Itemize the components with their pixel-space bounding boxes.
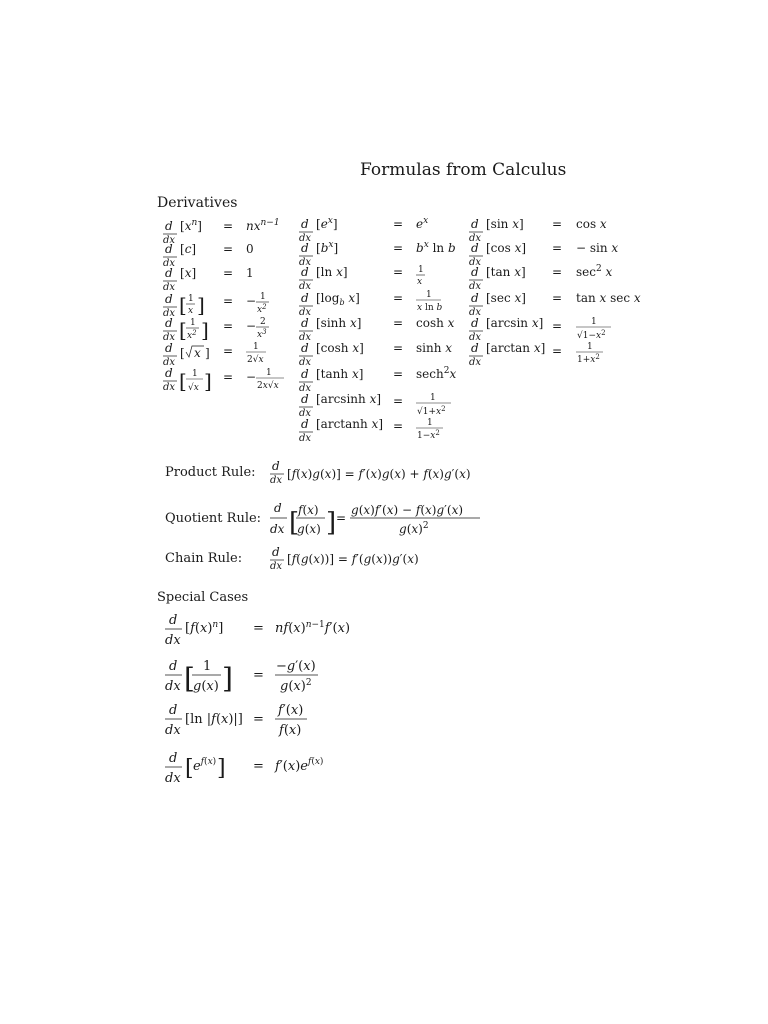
svg-text:[: [: [179, 293, 187, 317]
derivative-log-b: [299, 290, 442, 318]
svg-text:=: =: [393, 265, 404, 279]
svg-text:dx: dx: [163, 308, 176, 319]
svg-text:d: d: [301, 316, 309, 330]
svg-text:x2: $x^2$: [187, 329, 197, 341]
svg-text:=: =: [223, 370, 234, 384]
svg-text:2√x: 2√x: [247, 355, 264, 365]
derivative-tanh: [299, 366, 456, 394]
svg-text:x: x: [188, 306, 194, 316]
svg-text:[: [: [185, 756, 194, 781]
svg-text:[tanh x]: [tanh x]: [316, 367, 364, 381]
svg-text:=: =: [223, 344, 234, 358]
product-rule-label: Product Rule:: [165, 465, 256, 480]
svg-text:1+x2: $1+x^2$: [577, 353, 600, 365]
svg-text:−: −: [246, 370, 257, 384]
derivative-arctanh: [299, 417, 443, 444]
svg-text:[cosh x]: [cosh x]: [316, 341, 364, 355]
svg-text:=: =: [552, 217, 563, 231]
svg-text:=: =: [253, 712, 264, 727]
svg-text:d: d: [272, 545, 280, 559]
svg-text:x3: $x^3$: [257, 328, 267, 340]
derivative-sin: [469, 217, 607, 244]
derivative-tan: [469, 264, 613, 292]
svg-text:=: =: [552, 344, 563, 358]
svg-text:dx: dx: [165, 723, 181, 738]
svg-text:dx: dx: [299, 281, 312, 292]
svg-text:dx: dx: [299, 357, 312, 368]
svg-text:1: 1: [253, 342, 259, 352]
svg-text:−: −: [246, 294, 257, 308]
derivative-reciprocal-x-squared: [163, 316, 269, 343]
svg-text:[f(g(x))] = f′(g(x))g′(x): [f(g(x))] = f′(g(x))g′(x): [287, 552, 419, 566]
derivative-sinh: [299, 316, 455, 343]
svg-text:g(x)2: $g(x)^2$: [280, 678, 312, 694]
svg-text:=: =: [552, 241, 563, 255]
svg-text:=: =: [223, 319, 234, 333]
svg-text:tan x sec x: tan x sec x: [576, 291, 641, 305]
quotient-rule-formula: [270, 501, 480, 538]
derivative-constant: [163, 242, 254, 269]
svg-text:=: =: [393, 291, 404, 305]
svg-text:f′(x): f′(x): [278, 703, 304, 718]
svg-text:d: d: [301, 291, 309, 305]
svg-text:[: [: [184, 662, 195, 695]
svg-text:[cos x]: [cos x]: [486, 241, 527, 255]
svg-text:]: ]: [201, 318, 209, 342]
svg-text:=: =: [253, 668, 264, 683]
svg-text:]: ]: [222, 662, 233, 695]
svg-text:d: d: [301, 417, 309, 431]
svg-text:dx: dx: [163, 382, 176, 393]
svg-text:d: d: [165, 242, 173, 256]
svg-text:nf(x)n−1f′(x): $nf(x)^n-1f'(x)$: [275, 620, 351, 636]
derivative-ln: [299, 265, 425, 292]
svg-text:√1+x2: $√1+x^2$: [417, 405, 446, 417]
svg-text:dx: dx: [163, 282, 176, 293]
svg-text:[x]: [x]: [180, 266, 197, 280]
svg-text:=: =: [253, 759, 264, 774]
svg-text:=: =: [393, 241, 404, 255]
svg-text:1: 1: [190, 318, 196, 328]
svg-text:d: d: [169, 659, 178, 674]
svg-text:dx: dx: [299, 233, 312, 244]
svg-text:g(x)f′(x) − f(x)g′(x): g(x)f′(x) − f(x)g′(x): [351, 503, 464, 517]
svg-text:d: d: [471, 291, 479, 305]
svg-text:]: ]: [326, 508, 337, 538]
svg-text:d: d: [301, 241, 309, 255]
svg-text:=: =: [223, 219, 234, 233]
svg-text:=: =: [223, 266, 234, 280]
svg-text:=: =: [336, 511, 347, 525]
svg-text:]: ]: [205, 346, 210, 360]
svg-text:dx: dx: [165, 633, 181, 648]
svg-text:[ex]: $[e^x]$: [316, 216, 338, 231]
svg-text:d: d: [301, 217, 309, 231]
svg-text:dx: dx: [165, 679, 181, 694]
svg-text:d: d: [301, 392, 309, 406]
derivative-arcsinh: [299, 392, 451, 419]
svg-text:[: [: [289, 508, 300, 538]
svg-text:d: d: [471, 241, 479, 255]
svg-text:[arctan x]: [arctan x]: [486, 341, 546, 355]
svg-text:dx: dx: [270, 522, 285, 536]
svg-text:[f(x)n]: $[f(x)^n]$: [185, 620, 224, 636]
svg-text:x ln b: x ln b: [417, 303, 443, 313]
svg-text:dx: dx: [299, 257, 312, 268]
svg-text:cos x: cos x: [576, 217, 607, 231]
svg-text:dx: dx: [163, 332, 176, 343]
svg-text:1: 1: [427, 418, 433, 428]
svg-text:dx: dx: [469, 357, 482, 368]
svg-text:[: [: [180, 346, 185, 360]
svg-text:=: =: [223, 294, 234, 308]
svg-text:[arcsin x]: [arcsin x]: [486, 316, 544, 330]
svg-text:d: d: [471, 265, 479, 279]
svg-text:d: d: [169, 613, 178, 628]
derivative-x: [163, 266, 254, 293]
svg-text:sinh x: sinh x: [416, 341, 453, 355]
svg-text:d: d: [169, 703, 178, 718]
svg-text:1: 1: [426, 290, 432, 300]
derivative-reciprocal-x: [163, 292, 269, 319]
svg-text:x: x: [194, 346, 201, 360]
svg-text:d: d: [165, 219, 173, 233]
derivative-arctan: [469, 341, 603, 368]
svg-text:d: d: [471, 341, 479, 355]
svg-text:dx: dx: [165, 771, 181, 786]
derivative-b-power: [299, 240, 456, 268]
svg-text:=: =: [223, 242, 234, 256]
svg-text:dx: dx: [299, 433, 312, 444]
svg-text:√x: √x: [188, 383, 199, 393]
derivative-arcsin: [469, 316, 611, 343]
svg-text:dx: dx: [469, 307, 482, 318]
derivative-sec: [469, 291, 641, 318]
svg-text:1−x2: $1-x^2$: [417, 429, 440, 441]
svg-text:=: =: [552, 291, 563, 305]
svg-text:1: 1: [430, 393, 436, 403]
svg-text:bx ln b: $b^x$ ln b: [416, 240, 456, 255]
svg-text:f′(x)ef(x): $f'(x)e^f(x)$: [275, 757, 324, 774]
special-case-exp: [165, 751, 323, 786]
svg-text:=: =: [393, 316, 404, 330]
svg-text:1: 1: [266, 368, 272, 378]
chain-rule-label: Chain Rule:: [165, 551, 243, 566]
svg-text:=: =: [253, 621, 264, 636]
svg-text:[c]: [c]: [180, 242, 197, 256]
quotient-rule-label: Quotient Rule:: [165, 511, 262, 526]
svg-text:dx: dx: [163, 258, 176, 269]
special-case-power: [165, 613, 350, 648]
svg-text:dx: dx: [299, 307, 312, 318]
svg-text:[bx]: $[b^x]$: [316, 240, 339, 255]
svg-text:[logb x]: [$\log_b$ x]: [316, 291, 360, 307]
svg-text:dx: dx: [299, 383, 312, 394]
svg-text:−: −: [246, 319, 257, 333]
special-case-reciprocal: [165, 659, 318, 695]
svg-text:[f(x)g(x)] = f′(x)g(x) + f(x)g: [f(x)g(x)] = f′(x)g(x) + f(x)g′(x): [287, 467, 471, 481]
svg-text:=: =: [393, 341, 404, 355]
svg-text:d: d: [274, 501, 282, 515]
svg-text:g(x): g(x): [297, 522, 321, 536]
svg-text:d: d: [301, 341, 309, 355]
svg-text:[xn]: $[x^n]$: [180, 218, 202, 233]
svg-text:]: ]: [204, 369, 212, 393]
svg-text:d: d: [301, 367, 309, 381]
svg-text:cosh x: cosh x: [416, 316, 455, 330]
svg-text:2: 2: [260, 317, 266, 327]
page-title: Formulas from Calculus: [360, 160, 567, 180]
svg-text:[: [: [179, 369, 187, 393]
derivatives-heading: Derivatives: [157, 195, 238, 211]
svg-text:dx: dx: [469, 257, 482, 268]
svg-text:=: =: [552, 319, 563, 333]
svg-text:x2: $x^2$: [257, 303, 267, 315]
svg-text:d: d: [165, 366, 173, 380]
svg-text:−g′(x): −g′(x): [276, 659, 316, 674]
svg-text:dx: dx: [270, 561, 283, 572]
svg-text:d: d: [272, 459, 280, 473]
svg-text:[ln x]: [ln x]: [316, 265, 348, 279]
svg-text:0: 0: [246, 242, 254, 256]
svg-text:√1−x2: $√1-x^2$: [577, 329, 606, 341]
svg-text:dx: dx: [299, 332, 312, 343]
svg-text:d: d: [471, 217, 479, 231]
svg-text:sec2 x: $\sec^2 x$: [576, 264, 613, 279]
derivative-exp: [299, 216, 428, 244]
svg-text:f(x): f(x): [279, 723, 302, 738]
svg-text:dx: dx: [469, 332, 482, 343]
svg-text:[sinh x]: [sinh x]: [316, 316, 362, 330]
special-cases-heading: Special Cases: [157, 590, 249, 605]
svg-text:2x√x: 2x√x: [257, 381, 279, 391]
svg-text:1: 1: [591, 317, 597, 327]
svg-text:=: =: [393, 419, 404, 433]
svg-text:d: d: [169, 751, 178, 766]
svg-text:dx: dx: [270, 475, 283, 486]
svg-text:=: =: [393, 217, 404, 231]
svg-text:f(x): f(x): [298, 503, 319, 517]
svg-text:g(x)2: $g(x)^2$: [399, 521, 429, 536]
svg-text:d: d: [301, 265, 309, 279]
chain-rule-formula: [270, 545, 419, 572]
svg-text:− sin x: − sin x: [576, 241, 619, 255]
svg-text:=: =: [393, 394, 404, 408]
svg-text:d: d: [165, 292, 173, 306]
svg-text:[: [: [179, 318, 187, 342]
svg-text:=: =: [552, 265, 563, 279]
svg-text:]: ]: [217, 756, 226, 781]
svg-text:=: =: [393, 367, 404, 381]
svg-text:[arctanh x]: [arctanh x]: [316, 417, 384, 431]
svg-text:]: ]: [197, 293, 205, 317]
svg-text:[arcsinh x]: [arcsinh x]: [316, 392, 382, 406]
svg-text:ex: $e^x$: [416, 216, 429, 231]
svg-text:dx: dx: [163, 357, 176, 368]
svg-text:d: d: [165, 316, 173, 330]
svg-text:[sin x]: [sin x]: [486, 217, 524, 231]
svg-text:1: 1: [418, 265, 424, 275]
svg-text:[tan x]: [tan x]: [486, 265, 526, 279]
svg-text:g(x): g(x): [193, 679, 219, 694]
svg-text:nxn−1: $nx^{n-1}$: [246, 218, 280, 233]
svg-text:dx: dx: [469, 233, 482, 244]
svg-text:1: 1: [203, 659, 212, 674]
derivative-sqrt-x: [163, 341, 266, 368]
svg-text:1: 1: [587, 342, 593, 352]
svg-text:d: d: [471, 316, 479, 330]
svg-text:[sec x]: [sec x]: [486, 291, 526, 305]
svg-text:sech2x: sech$^2$x: [416, 366, 457, 381]
svg-text:ef(x): $e^f(x)$: [193, 757, 217, 774]
svg-text:d: d: [165, 266, 173, 280]
svg-text:1: 1: [246, 266, 254, 280]
svg-text:d: d: [165, 341, 173, 355]
svg-text:1: 1: [188, 294, 194, 304]
svg-text:1: 1: [192, 369, 198, 379]
svg-text:dx: dx: [469, 281, 482, 292]
svg-text:dx: dx: [163, 235, 176, 246]
derivative-reciprocal-sqrt-x: [163, 366, 284, 393]
svg-text:dx: dx: [299, 408, 312, 419]
derivative-cosh: [299, 341, 452, 368]
product-rule-formula: [270, 459, 471, 486]
svg-text:[ln |f(x)|]: [ln |f(x)|]: [185, 712, 243, 727]
svg-text:x: x: [417, 277, 423, 287]
svg-text:1: 1: [260, 292, 266, 302]
special-case-log: [165, 703, 307, 738]
